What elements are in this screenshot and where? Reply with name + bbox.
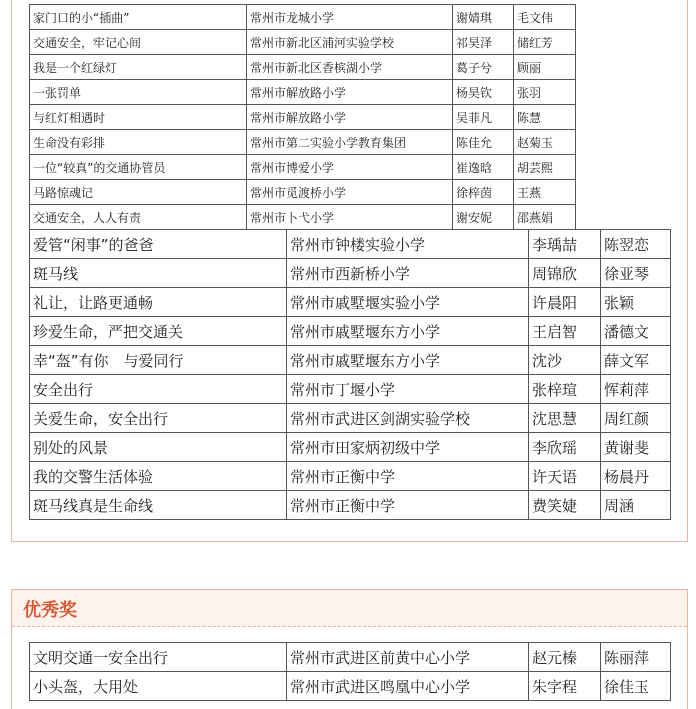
teacher-cell: 徐佳玉: [601, 672, 671, 701]
table-row: [30, 55, 576, 80]
teacher-cell: 陈丽萍: [601, 643, 671, 672]
teacher-cell: 张颖: [601, 288, 671, 317]
table-row: [30, 433, 688, 462]
work-title-cell: 一张罚单: [30, 80, 247, 105]
school-cell: 常州市戚墅堰实验小学: [287, 288, 529, 317]
school-cell: 常州市武进区前黄中心小学: [287, 643, 529, 672]
school-cell: 常州市龙城小学: [247, 5, 453, 30]
work-title-cell: 马路惊魂记: [30, 180, 247, 205]
school-cell: 常州市戚墅堰东方小学: [287, 346, 529, 375]
student-cell: 祁昊泽: [453, 30, 514, 55]
table-row: [30, 180, 576, 205]
teacher-cell: 陈慧: [514, 105, 576, 130]
school-cell: 常州市西新桥小学: [287, 259, 529, 288]
table-row: [30, 30, 576, 55]
spacer-cell: [671, 288, 688, 317]
spacer-cell: [671, 375, 688, 404]
student-cell: 谢婧琪: [453, 5, 514, 30]
spacer-cell: [671, 491, 688, 520]
teacher-cell: 周涵: [601, 491, 671, 520]
award-title: 优秀奖: [23, 600, 77, 621]
table-row: [30, 105, 576, 130]
teacher-cell: 赵菊玉: [514, 130, 576, 155]
teacher-cell: 胡芸熙: [514, 155, 576, 180]
teacher-cell: 薛文军: [601, 346, 671, 375]
student-cell: 许晨阳: [529, 288, 601, 317]
work-title-cell: 我是一个红绿灯: [30, 55, 247, 80]
student-cell: 崔逸晗: [453, 155, 514, 180]
work-title-cell: 一位“较真”的交通协管员: [30, 155, 247, 180]
student-cell: 李瑀喆: [529, 230, 601, 259]
school-cell: 常州市觅渡桥小学: [247, 180, 453, 205]
table-row: [30, 404, 688, 433]
work-title-cell: 文明交通一安全出行: [30, 643, 287, 672]
table-row: [30, 346, 688, 375]
table-row: [30, 259, 688, 288]
school-cell: 常州市新北区香槟湖小学: [247, 55, 453, 80]
spacer-cell: [671, 404, 688, 433]
table-row: [30, 643, 671, 672]
excellence-award-table: [29, 642, 671, 701]
teacher-cell: 周红颜: [601, 404, 671, 433]
work-title-cell: 别处的风景: [30, 433, 287, 462]
table-row: [30, 462, 688, 491]
teacher-cell: 潘德文: [601, 317, 671, 346]
work-title-cell: 与红灯相遇时: [30, 105, 247, 130]
spacer-cell: [671, 230, 688, 259]
student-cell: 王启智: [529, 317, 601, 346]
work-title-cell: 幸“盔”有你 与爱同行: [30, 346, 287, 375]
spacer-cell: [671, 433, 688, 462]
school-cell: 常州市第二实验小学教育集团: [247, 130, 453, 155]
spacer-cell: [671, 462, 688, 491]
table-row: [30, 672, 671, 701]
school-cell: 常州市武进区鸣凰中心小学: [287, 672, 529, 701]
work-title-cell: 关爱生命，安全出行: [30, 404, 287, 433]
teacher-cell: 徐亚琴: [601, 259, 671, 288]
student-cell: 陈佳允: [453, 130, 514, 155]
table-row: [30, 80, 576, 105]
spacer-cell: [671, 317, 688, 346]
school-cell: 常州市武进区剑湖实验学校: [287, 404, 529, 433]
student-cell: 周锦欣: [529, 259, 601, 288]
student-cell: 费笑婕: [529, 491, 601, 520]
teacher-cell: 邵燕娟: [514, 205, 576, 230]
student-cell: 沈沙: [529, 346, 601, 375]
school-cell: 常州市钟楼实验小学: [287, 230, 529, 259]
table-row: [30, 491, 688, 520]
school-cell: 常州市田家炳初级中学: [287, 433, 529, 462]
award-header: [12, 590, 687, 627]
table-row: [30, 5, 576, 30]
student-cell: 吴菲凡: [453, 105, 514, 130]
table-row: [30, 155, 576, 180]
school-cell: 常州市丁堰小学: [287, 375, 529, 404]
work-title-cell: 斑马线: [30, 259, 287, 288]
spacer-cell: [671, 346, 688, 375]
work-title-cell: 家门口的小“插曲”: [30, 5, 247, 30]
award-table-small: [29, 4, 576, 230]
teacher-cell: 顾丽: [514, 55, 576, 80]
school-cell: 常州市戚墅堰东方小学: [287, 317, 529, 346]
spacer-cell: [671, 259, 688, 288]
teacher-cell: 杨晨丹: [601, 462, 671, 491]
student-cell: 赵元榛: [529, 643, 601, 672]
teacher-cell: 毛文伟: [514, 5, 576, 30]
work-title-cell: 礼让，让路更通畅: [30, 288, 287, 317]
table-row: [30, 375, 688, 404]
school-cell: 常州市解放路小学: [247, 105, 453, 130]
work-title-cell: 我的交警生活体验: [30, 462, 287, 491]
work-title-cell: 安全出行: [30, 375, 287, 404]
award-table-large: [29, 229, 688, 520]
table-row: [30, 130, 576, 155]
teacher-cell: 张羽: [514, 80, 576, 105]
teacher-cell: 恽莉萍: [601, 375, 671, 404]
teacher-cell: 储红芳: [514, 30, 576, 55]
work-title-cell: 交通安全，牢记心间: [30, 30, 247, 55]
school-cell: 常州市博爱小学: [247, 155, 453, 180]
table-row: [30, 317, 688, 346]
work-title-cell: 珍爱生命，严把交通关: [30, 317, 287, 346]
student-cell: 沈思慧: [529, 404, 601, 433]
student-cell: 朱字程: [529, 672, 601, 701]
student-cell: 谢安妮: [453, 205, 514, 230]
school-cell: 常州市新北区浦河实验学校: [247, 30, 453, 55]
table-row: [30, 205, 576, 230]
student-cell: 许天语: [529, 462, 601, 491]
school-cell: 常州市解放路小学: [247, 80, 453, 105]
table-row: [30, 288, 688, 317]
school-cell: 常州市正衡中学: [287, 491, 529, 520]
table-row: [30, 230, 688, 259]
teacher-cell: 陈翌恋: [601, 230, 671, 259]
teacher-cell: 黄谢斐: [601, 433, 671, 462]
work-title-cell: 爱管“闲事”的爸爸: [30, 230, 287, 259]
teacher-cell: 王燕: [514, 180, 576, 205]
student-cell: 张梓瑄: [529, 375, 601, 404]
student-cell: 李欣瑶: [529, 433, 601, 462]
work-title-cell: 斑马线真是生命线: [30, 491, 287, 520]
student-cell: 葛子兮: [453, 55, 514, 80]
school-cell: 常州市正衡中学: [287, 462, 529, 491]
school-cell: 常州市卜弋小学: [247, 205, 453, 230]
student-cell: 徐梓茵: [453, 180, 514, 205]
work-title-cell: 交通安全，人人有责: [30, 205, 247, 230]
work-title-cell: 生命没有彩排: [30, 130, 247, 155]
student-cell: 杨昊钦: [453, 80, 514, 105]
work-title-cell: 小头盔，大用处: [30, 672, 287, 701]
